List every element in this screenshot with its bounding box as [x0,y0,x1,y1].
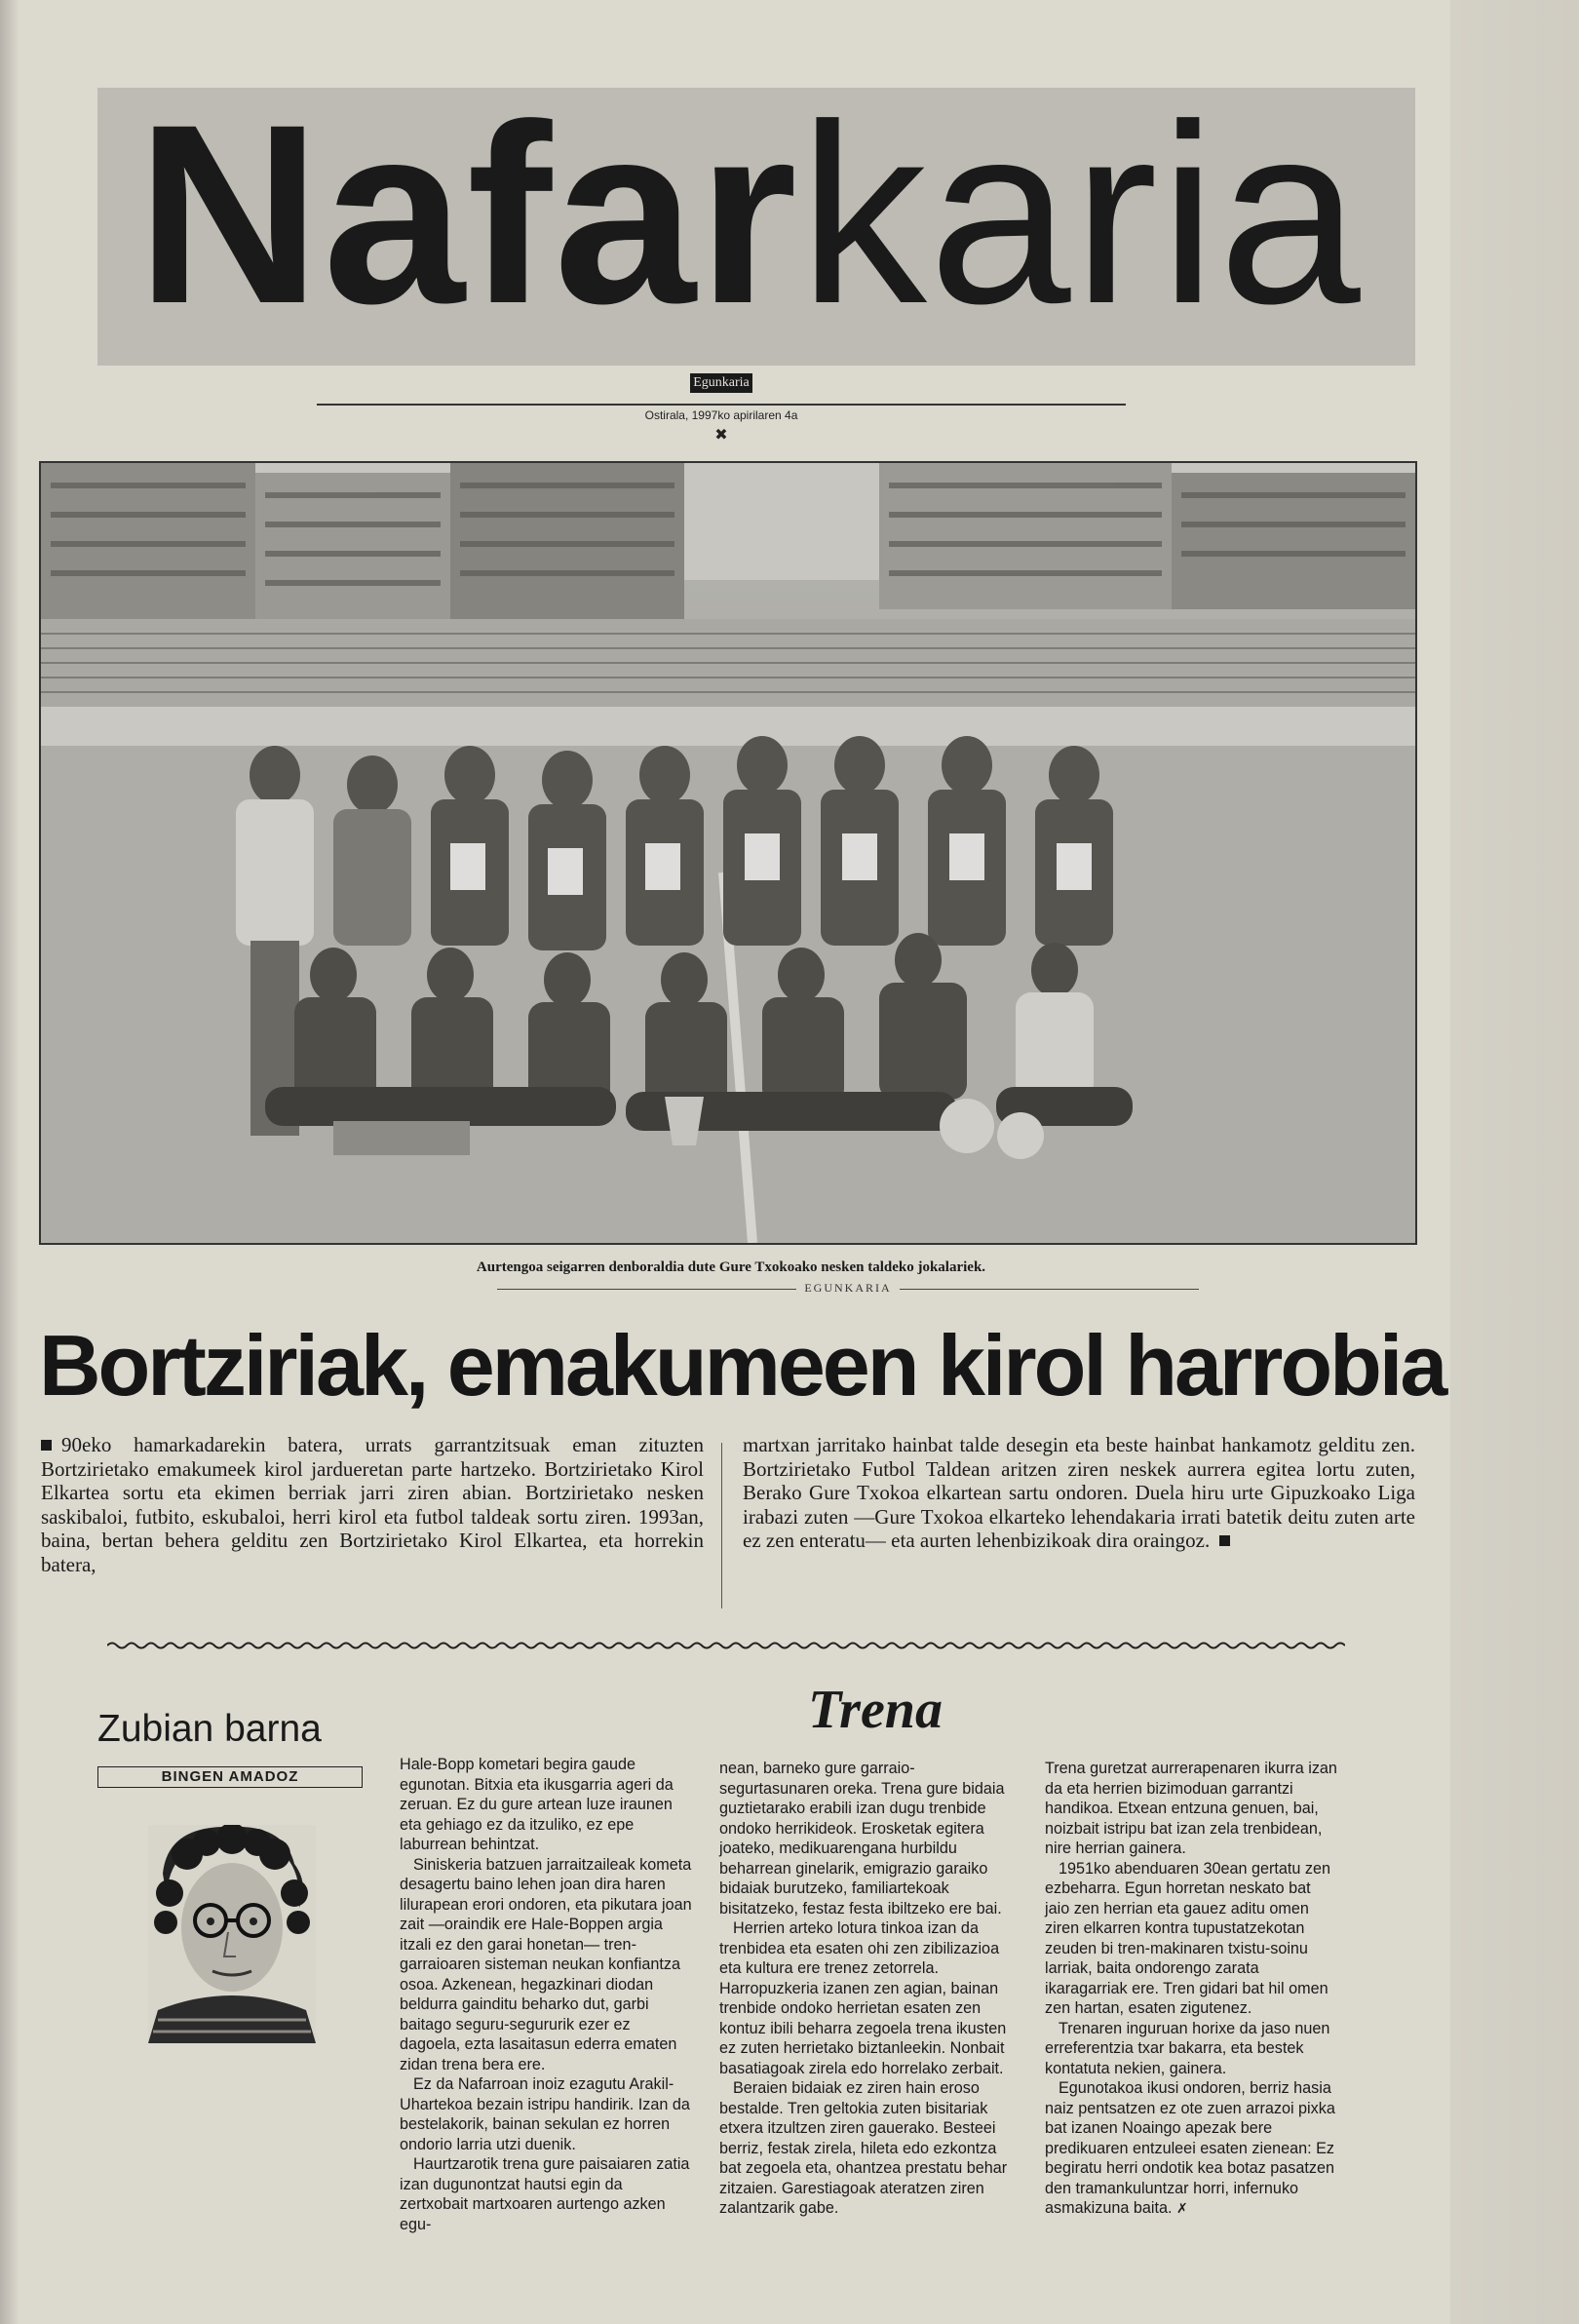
column-text-col1 [400,1755,692,2234]
lead-right-text: martxan jarritako hainbat talde desegin eta beste hainbat hankamotz gelditu zen. Bortzirietako Futbol Taldean aritzen ziren neskek aurrera egitea lortu zuten, Berako Gure Txokoa elkartean sartu ondoren. Duela hiru urte Gipuzkoako Liga irabazi zuten —Gure Txokoa elkarteko lehendakaria irrati batetik deitu zuten arte ez zen enteratu— eta aurten lehenbizikoak dira oraingoz. [743,1433,1415,1552]
paragraph: Hale-Bopp kometari begira gaude egunotan. Bitxia eta ikusgarria ageri da zeruan. Ez du gure artean luze iraunen eta gehiago ez da itzuliko, ez epe laburrean behintzat. [400,1756,674,1853]
lead-right [743,1433,1415,1553]
column-text-col3 [1045,1759,1337,2220]
paragraph: Beraien bidaiak ez ziren hain eroso bestalde. Tren geltokia zuten bisitariak etxera itzultzen ziren gauerako. Besteei berriz, festak zirela, hileta edo ezkontza bat zegoela eta, ohantzea prestatu behar zitzaien. Garestiagoak ateratzen ziren zalantzarik gabe. [719,2079,1008,2217]
author-portrait [148,1825,316,2043]
paragraph: Siniskeria batzuen jarraitzaileak kometa desagertu baino lehen joan dira haren lilurapean erori ondoren, eta pikutara joan zait —oraindik ere Hale-Boppen argia itzali ez den garai honetan— tren-garraioaren sisteman neukan konfiantza osoa. Azkenean, hegazkinari diodan beldurra gainditu beharko dut, garbi baitago seguru-segururik ezer ez dagoela, ezta lasaitasun ederra ematen zidan trena bera ere. [400,1855,692,2073]
masthead-title-bold: Nafar [136,71,799,357]
paragraph-text: Egunotakoa ikusi ondoren, berriz hasia naiz pentsatzen ez ote zuen arrazoi pixka bat izanen Noaingo apezak bere predikuaren entzuleei esaten zienean: Ez begiratu herri ondotik kea botaz pasatzen den tramankuluntzar horri, infernuko asmakizuna baita. [1045,2079,1335,2217]
photo-credit [497,1281,1199,1296]
paragraph: Trenaren inguruan horixe da jaso nuen erreferentzia txar bakarra, eta bestek kontatuta nekien, gainera. [1045,2019,1330,2077]
lead-left-text: 90eko hamarkadarekin batera, urrats garrantzitsuak eman zituzten Bortzirietako emakumeek kirol jardueretan parte hartzeko. Bortzirietako Kirol Elkartea sortu eta ekimen berriak jarri ziren abian. Bortzirietako nesken saskibaloi, futbito, eskubaloi, herri kirol eta futbol taldeak sortu ziren. 1993an, baina, bertan behera gelditu zen Bortzirietako Kirol Elkartea, eta horrekin batera, [41,1433,704,1576]
team-photo [39,461,1417,1245]
paragraph: Haurtzarotik trena gure paisaiaren zatia izan dugunontzat hautsi egin da zertxobait martxoaren aurtengo azken egu- [400,2155,690,2233]
masthead-title-light: karia [798,71,1363,357]
masthead-rule [317,404,1126,406]
paragraph: Herrien arteko lotura tinkoa izan da trenbidea eta esaten ohi zen zibilizazioa eta kultura ere trenez zetorrela. Harropuzkeria izanen zen agian, bainan trenbide ondoko herrietan esaten zen kontuz ibili beharra zegoela trena ikusten ez zuten herrietako biztanleekin. Nonbait basatiagoak zirela edo horrelako zerbait. [719,1919,1007,2077]
photo-credit-row [497,1281,1199,1297]
column-text-col2 [719,1759,1012,2219]
adjacent-page-strip [1450,0,1579,2324]
page-edge-shadow [0,0,19,2324]
column-title: Trena [808,1680,943,1740]
brand-label: Egunkaria [690,373,752,393]
paragraph: 1951ko abenduaren 30ean gertatu zen ezbeharra. Egun horretan neskato bat jaio zen herrian eta gauez aditu omen ziren elkarren kontra tupustatzekotan zeuden bi tren-makinaren txistu-soinu larriak, baita ondorengo zarata ikaragarriak ere. Tren gidari bat hil omen zen hartan, esaten zigutenez. [1045,1859,1331,2017]
paragraph: Ez da Nafarroan inoiz ezagutu Arakil-Uhartekoa bezain istripu handirik. Izan da bestelakorik, bainan sekulan ez horren ondorio larria utzi duenik. [400,2075,690,2153]
bullet-icon [41,1440,52,1451]
photo-caption: Aurtengoa seigarren denboraldia dute Gure Txokoako nesken taldeko jokalariek. [476,1259,986,1275]
end-bullet-icon [1219,1535,1230,1546]
end-mark-icon: ✗ [1175,2201,1188,2217]
masthead-title [136,68,1363,361]
wavy-divider [107,1641,1345,1650]
paragraph [1045,2078,1337,2220]
author-portrait-illustration [148,1825,316,2043]
paragraph: Trena guretzat aurrerapenaren ikurra izan da eta herrien bizimoduan garrantzi handikoa. Etxean entzuna genuen, bai, noizbait istripu bat izan zela trenbidean, nire herrian gainera. [1045,1760,1337,1857]
team-photo-illustration [41,463,1415,1243]
ornament-icon: ✖ [714,425,728,444]
column-name: Zubian barna [97,1708,322,1750]
lead-left [41,1433,704,1576]
lead-column-separator [721,1443,722,1608]
headline: Bortziriak, emakumeen kirol harrobia [39,1317,1445,1414]
photo-credit-text: EGUNKARIA [796,1281,899,1295]
paragraph: nean, barneko gure garraio-segurtasunaren oreka. Trena gure bidaia guztietarako erabili izan dugu trenbide ondoko herrikideok. Erosketak egitera joateko, medikuarengana hurbildu beharrean ginelarik, emigrazio garaiko bidaiak burutzeko, familiartekoak bisitatzeko, festaz festa ibiltzeko ere bai. [719,1760,1005,1917]
dateline: Ostirala, 1997ko apirilaren 4a [644,408,798,422]
author-byline: BINGEN AMADOZ [97,1766,363,1788]
